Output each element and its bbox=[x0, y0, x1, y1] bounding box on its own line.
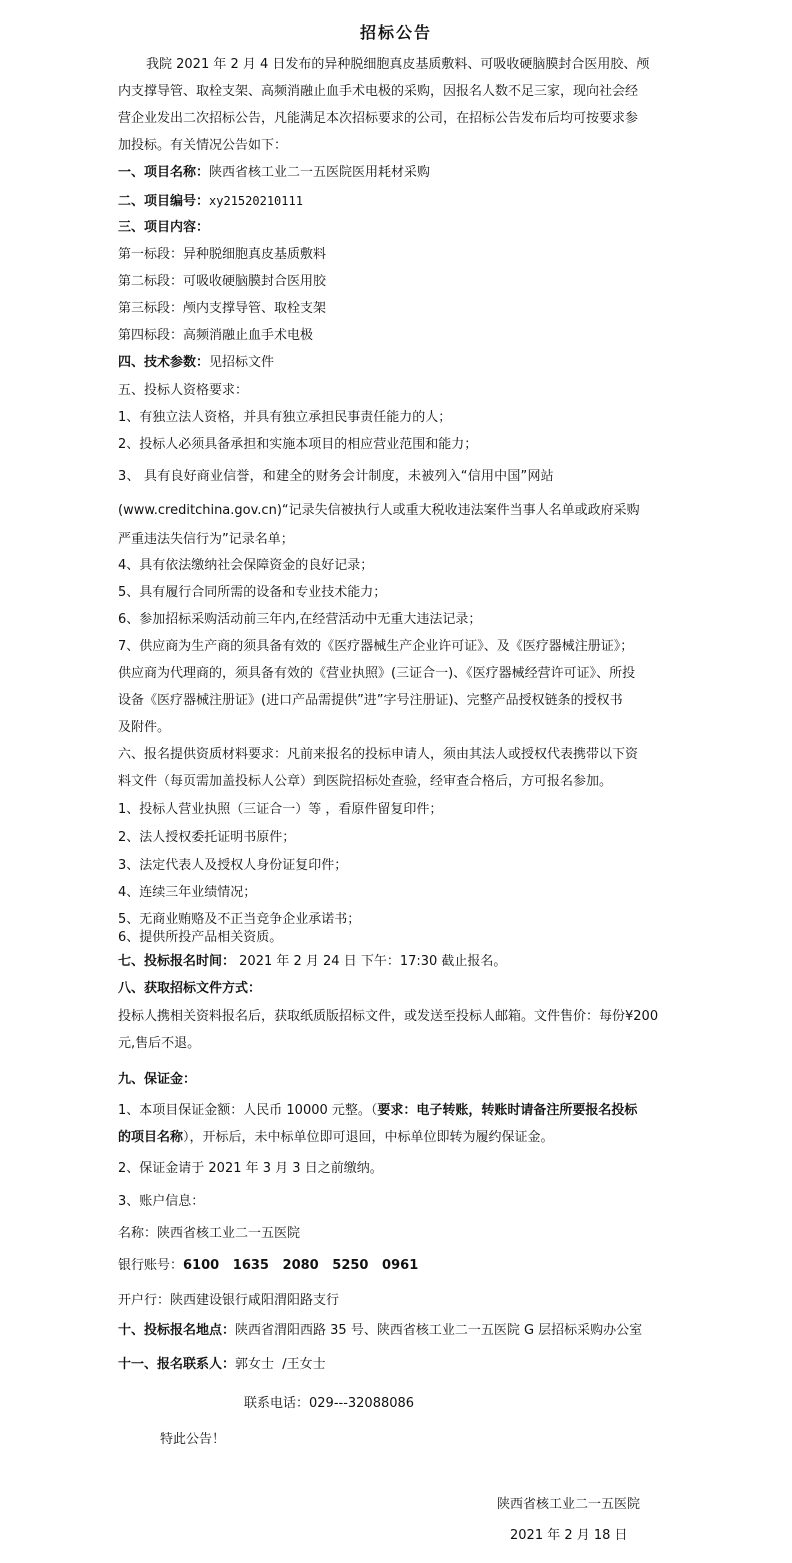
registration-contact: 十一、报名联系人：郭女士 /王女士 bbox=[118, 1357, 326, 1372]
deposit-heading: 九、保证金： bbox=[118, 1072, 197, 1087]
qualification-item: 设备《医疗器械注册证》(进口产品需提供”进”字号注册证)、完整产品授权链条的授权书 bbox=[118, 693, 623, 708]
intro-line: 我院 2021 年 2 月 4 日发布的异种脱细胞真皮基质敷料、可吸收硬脑膜封合医用胶、颅 bbox=[146, 57, 650, 72]
qualification-item: 6、参加招标采购活动前三年内,在经营活动中无重大违法记录； bbox=[118, 612, 482, 627]
project-number: 二、项目编号：xy21520210111 bbox=[118, 194, 303, 209]
materials-item: 6、提供所投产品相关资质。 bbox=[118, 930, 283, 945]
materials-item: 2、法人授权委托证明书原件； bbox=[118, 830, 296, 845]
closing-text: 特此公告！ bbox=[160, 1432, 226, 1447]
deposit-item: 3、账户信息： bbox=[118, 1194, 205, 1209]
project-content-heading: 三、项目内容： bbox=[118, 220, 210, 235]
qualification-item: 7、供应商为生产商的须具备有效的《医疗器械生产企业许可证》、及《医疗器械注册证》； bbox=[118, 639, 634, 654]
deposit-item: 2、保证金请于 2021 年 3 月 3 日之前缴纳。 bbox=[118, 1161, 383, 1176]
qualification-item: 及附件。 bbox=[118, 720, 171, 735]
qualification-item: 严重违法失信行为”记录名单； bbox=[118, 532, 294, 547]
qualification-item: 3、 具有良好商业信誉，和建全的财务会计制度，未被列入“信用中国”网站 bbox=[118, 469, 554, 484]
technical-params: 四、技术参数：见招标文件 bbox=[118, 355, 275, 370]
project-name: 一、项目名称：陕西省核工业二一五医院医用耗材采购 bbox=[118, 165, 431, 180]
signature-date: 2021 年 2 月 18 日 bbox=[510, 1528, 628, 1543]
materials-heading: 六、报名提供资质材料要求：凡前来报名的投标申请人，须由其法人或授权代表携带以下资 bbox=[118, 747, 639, 762]
lot-item: 第一标段：异种脱细胞真皮基质敷料 bbox=[118, 247, 327, 262]
materials-item: 3、法定代表人及授权人身份证复印件； bbox=[118, 858, 348, 873]
qualification-item: 2、投标人必须具备承担和实施本项目的相应营业范围和能力； bbox=[118, 437, 478, 452]
qualification-item: 4、具有依法缴纳社会保障资金的良好记录； bbox=[118, 558, 374, 573]
obtain-docs-text: 元,售后不退。 bbox=[118, 1036, 201, 1051]
notice-title: 招标公告 bbox=[359, 23, 432, 42]
bank-branch: 开户行：陕西建设银行咸阳渭阳路支行 bbox=[118, 1293, 340, 1308]
obtain-docs-text: 投标人携相关资料报名后，获取纸质版招标文件，或发送至投标人邮箱。文件售价：每份¥200 bbox=[118, 1009, 659, 1024]
qualification-heading: 五、投标人资格要求： bbox=[118, 383, 249, 398]
materials-item: 1、投标人营业执照（三证合一）等 ，看原件留复印件； bbox=[118, 802, 443, 817]
materials-item: 5、无商业贿赂及不正当竞争企业承诺书； bbox=[118, 912, 361, 927]
intro-line: 内支撑导管、取栓支架、高频消融止血手术电极的采购，因报名人数不足三家，现向社会经 bbox=[118, 84, 639, 99]
materials-item: 4、连续三年业绩情况； bbox=[118, 885, 257, 900]
obtain-docs-heading: 八、获取招标文件方式： bbox=[118, 981, 262, 996]
qualification-item: 5、具有履行合同所需的设备和专业技术能力； bbox=[118, 585, 387, 600]
deposit-item: 的项目名称），开标后，未中标单位即可退回，中标单位即转为履约保证金。 bbox=[118, 1130, 554, 1145]
registration-location: 十、投标报名地点：陕西省渭阳西路 35 号、陕西省核工业二一五医院 G 层招标采购办公室 bbox=[118, 1323, 643, 1338]
signature-org: 陕西省核工业二一五医院 bbox=[497, 1497, 641, 1512]
bank-account: 银行账号：6100 1635 2080 5250 0961 bbox=[118, 1258, 419, 1273]
qualification-item: 1、有独立法人资格，并具有独立承担民事责任能力的人； bbox=[118, 410, 452, 425]
lot-item: 第四标段：高频消融止血手术电极 bbox=[118, 328, 314, 343]
account-name: 名称：陕西省核工业二一五医院 bbox=[118, 1226, 301, 1241]
contact-phone: 联系电话：029---32088086 bbox=[244, 1396, 415, 1411]
intro-line: 加投标。有关情况公告如下： bbox=[118, 138, 288, 153]
deposit-item: 1、本项目保证金额：人民币 10000 元整。（要求：电子转账，转账时请备注所要报名投标 bbox=[118, 1103, 638, 1118]
qualification-item: (www.creditchina.gov.cn)“记录失信被执行人或重大税收违法案件当事人名单或政府采购 bbox=[118, 503, 640, 518]
lot-item: 第二标段：可吸收硬脑膜封合医用胶 bbox=[118, 274, 327, 289]
intro-line: 营企业发出二次招标公告，凡能满足本次招标要求的公司，在招标公告发布后均可按要求参 bbox=[118, 111, 639, 126]
materials-heading: 料文件（每页需加盖投标人公章）到医院招标处查验，经审查合格后，方可报名参加。 bbox=[118, 774, 613, 789]
lot-item: 第三标段：颅内支撑导管、取栓支架 bbox=[118, 301, 327, 316]
qualification-item: 供应商为代理商的，须具备有效的《营业执照》(三证合一)、《医疗器械经营许可证》、所投 bbox=[118, 666, 636, 681]
registration-time: 七、投标报名时间： 2021 年 2 月 24 日 下午：17:30 截止报名。 bbox=[118, 954, 507, 969]
